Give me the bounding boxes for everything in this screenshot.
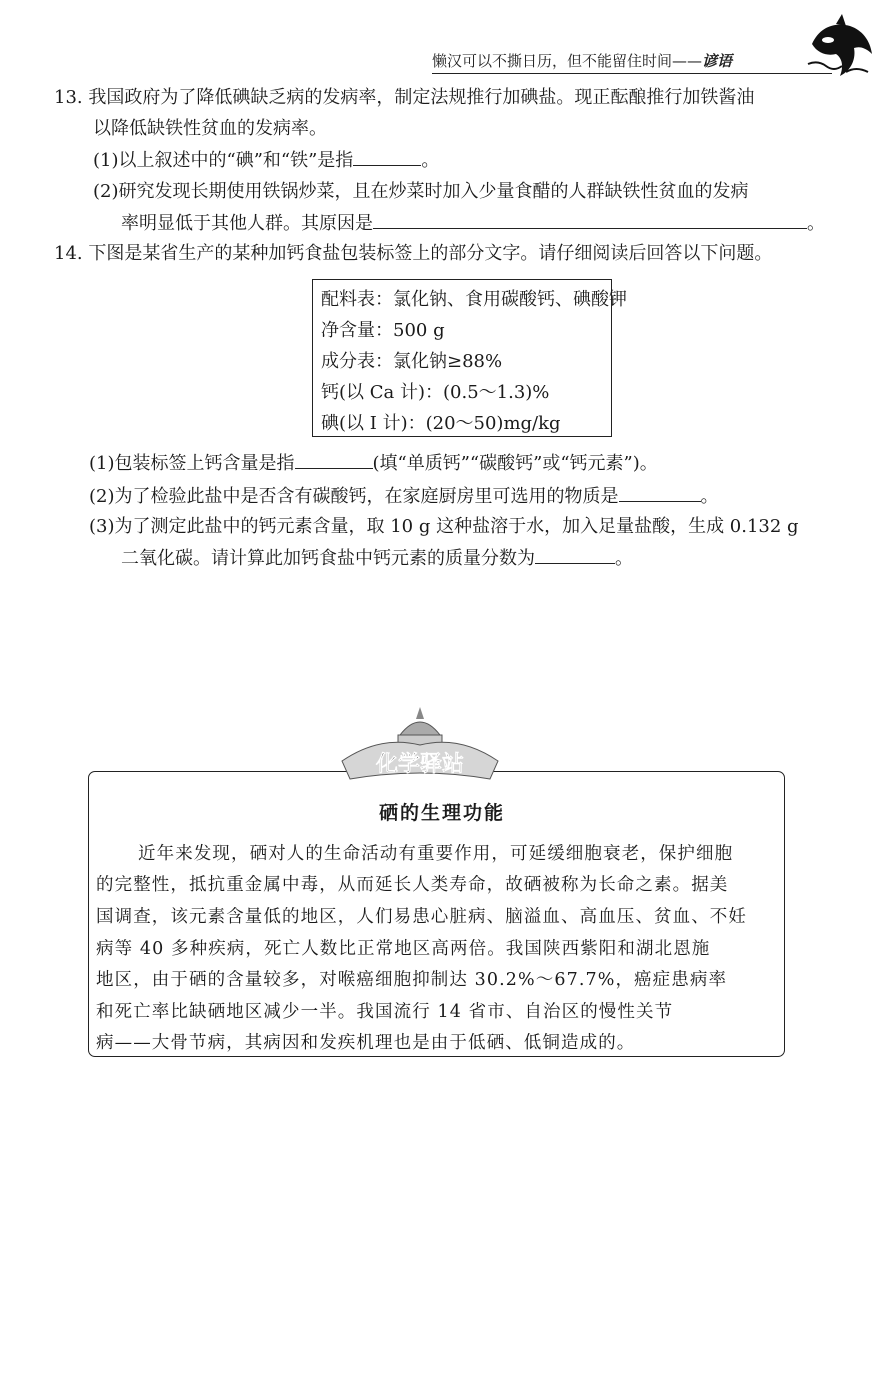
q14-sub3-cont <box>121 545 633 572</box>
salt-label-box <box>312 279 627 437</box>
q13-sub1-text: (1)以上叙述中的“碘”和“铁”是指 <box>93 150 354 171</box>
page-header <box>432 50 834 74</box>
q13-sub2-end: 。 <box>807 213 825 234</box>
label-iodine: 碘(以 I 计)：(20～50)mg/kg <box>321 413 561 434</box>
q13-sub2-cont <box>121 210 825 237</box>
header-source: 谚语 <box>702 52 733 70</box>
q14-sub1-blank[interactable] <box>295 450 373 469</box>
q14-sub2-end: 。 <box>700 486 719 507</box>
q14-sub3: (3)为了测定此盐中的钙元素含量，取 10 g 这种盐溶于水，加入足量盐酸，生成 0.132 g <box>89 516 799 537</box>
chem-station-badge-text: 化学驿站 <box>375 752 465 777</box>
q13-sub1-blank[interactable] <box>353 147 421 166</box>
label-net-content: 净含量：500 g <box>321 320 445 341</box>
header-dash: —— <box>672 52 703 70</box>
header-rule <box>432 73 832 74</box>
q14-sub3-text: 二氧化碳。请计算此加钙食盐中钙元素的质量分数为 <box>121 548 535 569</box>
label-ingredients: 配料表：氯化钠、食用碳酸钙、碘酸钾 <box>321 289 627 310</box>
q14-sub1 <box>89 450 658 477</box>
chem-station-badge <box>340 705 500 787</box>
article-line-5: 地区，由于硒的含量较多，对喉癌细胞抑制达 30.2%～67.7%，癌症患病率 <box>96 970 728 990</box>
orca-icon <box>806 14 876 80</box>
q14-sub3-end: 。 <box>615 548 633 569</box>
q13-line2: 以降低缺铁性贫血的发病率。 <box>93 118 327 139</box>
q14-sub1-text: (1)包装标签上钙含量是指 <box>89 453 295 474</box>
q13-sub2-text: 率明显低于其他人群。其原因是 <box>121 213 373 234</box>
article-title: 硒的生理功能 <box>378 802 505 824</box>
q14-sub2-text: (2)为了检验此盐中是否含有碳酸钙，在家庭厨房里可选用的物质是 <box>89 486 619 507</box>
q13-sub1-end: 。 <box>421 150 440 171</box>
article-line-1: 近年来发现，硒对人的生命活动有重要作用，可延缓细胞衰老，保护细胞 <box>138 844 734 864</box>
q13-sub2: (2)研究发现长期使用铁锅炒菜，且在炒菜时加入少量食醋的人群缺铁性贫血的发病 <box>93 181 749 202</box>
q14-sub1-end: (填“单质钙”“碳酸钙”或“钙元素”)。 <box>372 453 658 474</box>
article-line-7: 病——大骨节病，其病因和发疾机理也是由于低硒、低铜造成的。 <box>96 1033 636 1053</box>
q13-line1: 13. 我国政府为了降低碘缺乏病的发病率，制定法规推行加碘盐。现正酝酿推行加铁酱油 <box>54 87 755 108</box>
q14-intro: 14. 下图是某省生产的某种加钙食盐包装标签上的部分文字。请仔细阅读后回答以下问题。 <box>54 243 773 264</box>
q13-sub2-blank[interactable] <box>373 210 807 229</box>
label-composition: 成分表：氯化钠≥88% <box>321 351 503 372</box>
label-calcium: 钙(以 Ca 计)：(0.5～1.3)% <box>321 382 550 403</box>
q14-sub2-blank[interactable] <box>619 483 701 502</box>
q13-sub1 <box>93 147 439 174</box>
header-proverb: 懒汉可以不撕日历，但不能留住时间 <box>432 52 673 70</box>
q14-sub2 <box>89 483 719 510</box>
article-line-6: 和死亡率比缺硒地区减少一半。我国流行 14 省市、自治区的慢性关节 <box>96 1002 674 1022</box>
article-line-2: 的完整性，抵抗重金属中毒，从而延长人类寿命，故硒被称为长命之素。据美 <box>96 875 729 895</box>
article-line-3: 国调查，该元素含量低的地区，人们易患心脏病、脑溢血、高血压、贫血、不妊 <box>96 907 747 927</box>
q14-sub3-blank[interactable] <box>535 545 615 564</box>
article-line-4: 病等 40 多种疾病，死亡人数比正常地区高两倍。我国陕西紫阳和湖北恩施 <box>96 939 711 959</box>
